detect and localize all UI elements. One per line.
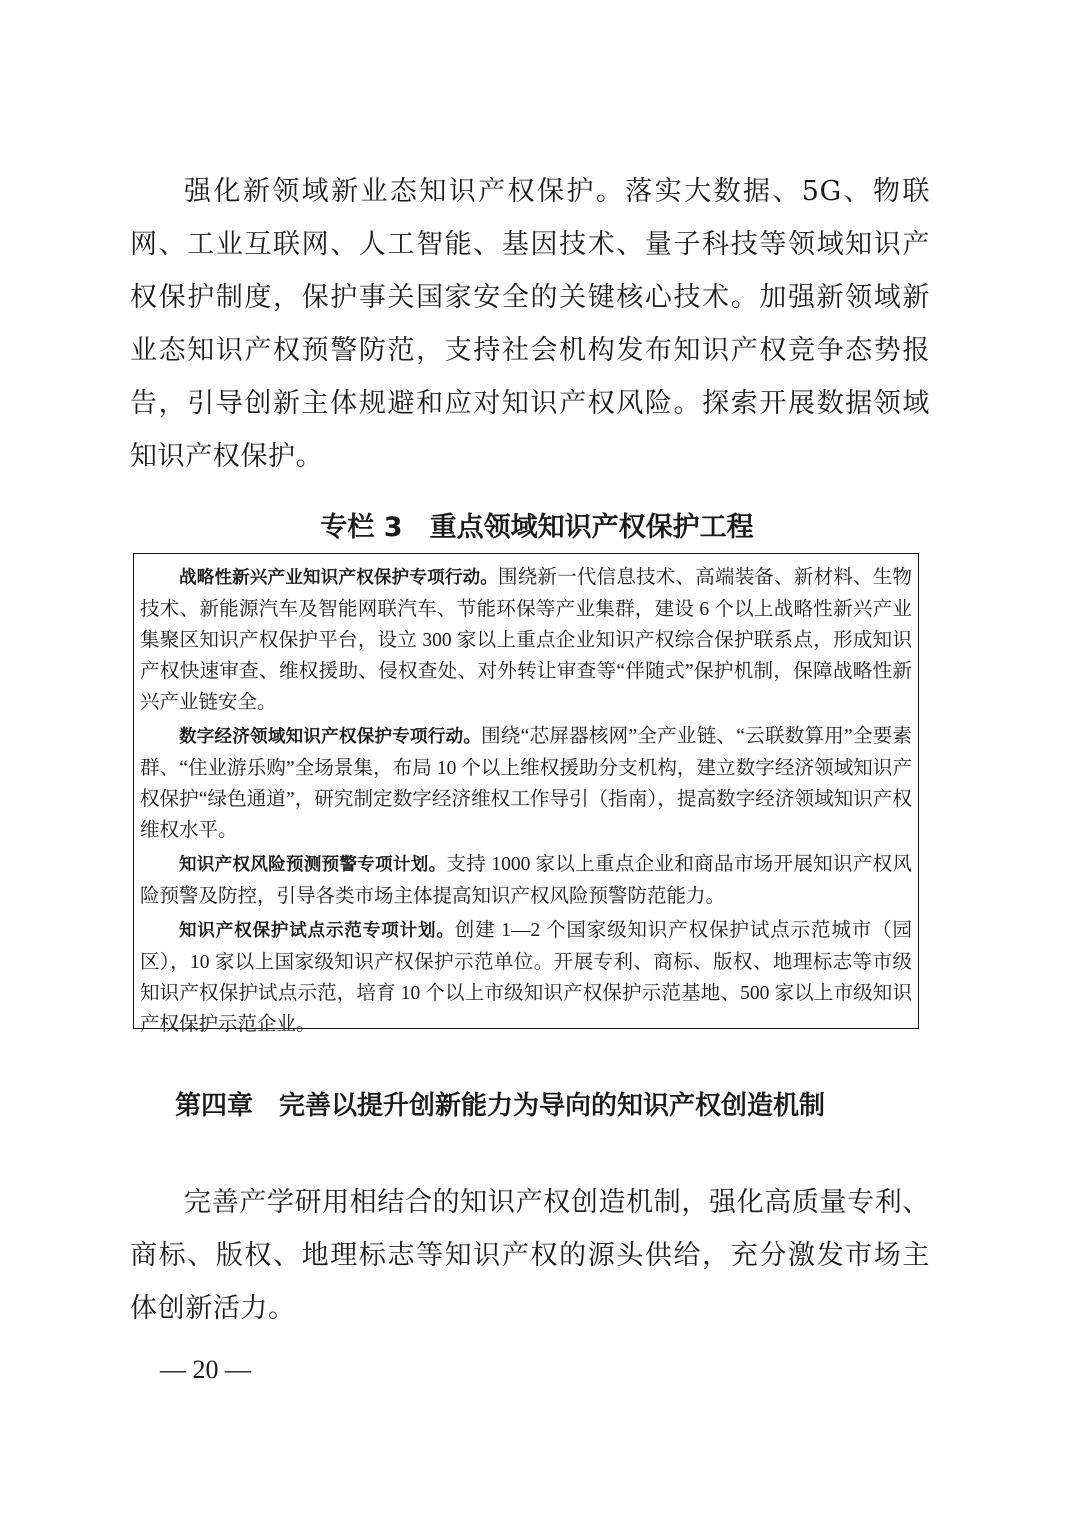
box-item-heading: 知识产权保护试点示范专项计划。 — [179, 921, 455, 941]
box-item-heading: 数字经济领域知识产权保护专项行动。 — [179, 727, 482, 747]
column-box — [133, 553, 919, 1035]
body-paragraph-chapter-intro: 完善产学研用相结合的知识产权创造机制，强化高质量专利、商标、版权、地理标志等知识产权的源头供给，充分激发市场主体创新活力。 — [130, 1187, 930, 1324]
box-item-risk-warning — [140, 849, 912, 912]
box-item-text: 支持 1000 家以上重点企业和商品市场开展知识产权风险预警及防控，引导各类市场主体提高知识产权风险预警防范能力。 — [140, 854, 912, 907]
box-item-pilot-demonstration — [140, 915, 912, 1040]
box-item-heading: 战略性新兴产业知识产权保护专项行动。 — [179, 568, 499, 588]
chapter-heading: 第四章 完善以提升创新能力为导向的知识产权创造机制 — [175, 1091, 826, 1121]
box-item-text: 围绕“芯屏器核网”全产业链、“云联数算用”全要素群、“住业游乐购”全场景集，布局 10 个以上维权援助分支机构，建立数字经济领域知识产权保护“绿色通道”，研究制定数字经济维权工作导引（指南），提高数字经济领域知识产权维权水平。 — [140, 726, 912, 841]
body-paragraph-new-fields: 强化新领域新业态知识产权保护。落实大数据、5G、物联网、工业互联网、人工智能、基因技术、量子科技等领域知识产权保护制度，保护事关国家安全的关键核心技术。加强新领域新业态知识产权预警防范，支持社会机构发布知识产权竞争态势报告，引导创新主体规避和应对知识产权风险。探索开展数据领域知识产权保护。 — [130, 176, 930, 472]
box-item-text: 围绕新一代信息技术、高端装备、新材料、生物技术、新能源汽车及智能网联汽车、节能环保等产业集群，建设 6 个以上战略性新兴产业集聚区知识产权保护平台，设立 300 家以上重点企业知识产权综合保护联系点，形成知识产权快速审查、维权援助、侵权查处、对外转让审查等“伴随式”保护机制，保障战略性新兴产业链安全。 — [140, 567, 912, 713]
box-item-strategic-industries — [140, 562, 912, 718]
box-item-heading: 知识产权风险预测预警专项计划。 — [179, 855, 447, 875]
box-item-text: 创建 1—2 个国家级知识产权保护试点示范城市（园区），10 家以上国家级知识产权保护示范单位。开展专利、商标、版权、地理标志等市级知识产权保护试点示范，培育 10 个以上市级知识产权保护示范基地、500 家以上市级知识产权保护示范企业。 — [140, 920, 912, 1035]
column-box-title: 专栏 3 重点领域知识产权保护工程 — [320, 512, 754, 543]
box-item-digital-economy — [140, 721, 912, 846]
page-number: — 20 — — [160, 1355, 251, 1384]
